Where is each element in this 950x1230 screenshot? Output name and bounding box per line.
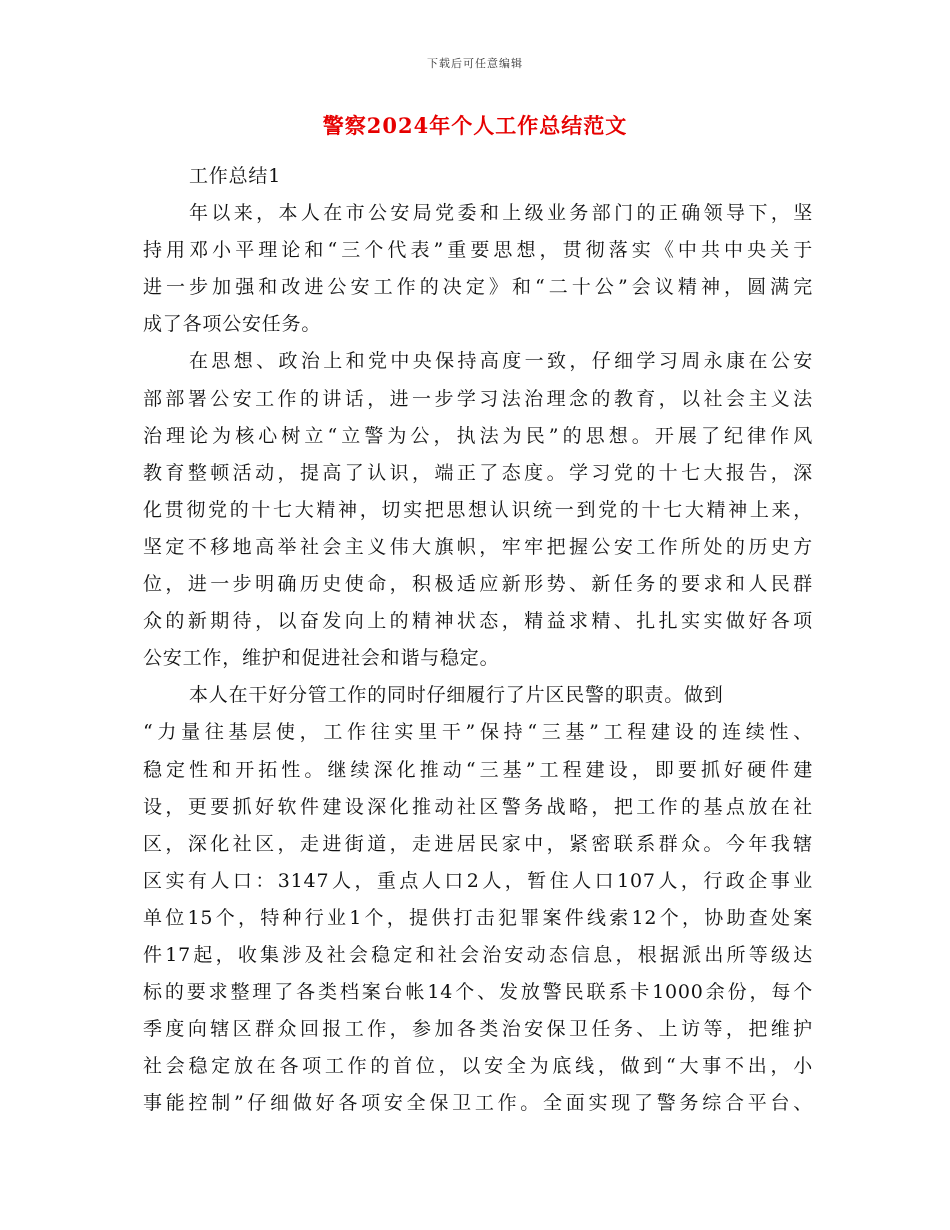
- paragraph-line: 众的新期待，以奋发向上的精神状态，精益求精、扎扎实实做好各项: [143, 610, 813, 633]
- document-title: 警察2024年个人工作总结范文: [322, 113, 628, 138]
- paragraph-line: 社会稳定放在各项工作的首位，以安全为底线，做到“大事不出，小: [143, 1055, 813, 1078]
- paragraph-line: 区实有人口：3147人，重点人口2人，暂住人口107人，行政企事业: [143, 869, 813, 892]
- paragraph-line: 年以来，本人在市公安局党委和上级业务部门的正确领导下，坚: [189, 202, 813, 225]
- paragraph-line: 成了各项公安任务。: [143, 313, 322, 336]
- paragraph-line: 标的要求整理了各类档案台帐14个、发放警民联系卡1000余份，每个: [143, 981, 813, 1004]
- paragraph-line: 区，深化社区，走进街道，走进居民家中，紧密联系群众。今年我辖: [143, 832, 813, 855]
- header-note: 下载后可任意编辑: [427, 57, 523, 70]
- paragraph-line: 件17起，收集涉及社会稳定和社会治安动态信息，根据派出所等级达: [143, 943, 813, 966]
- paragraph-line: 化贯彻党的十七大精神，切实把思想认识统一到党的十七大精神上来，: [143, 498, 813, 521]
- paragraph-line: 进一步加强和改进公安工作的决定》和“二十公”会议精神，圆满完: [143, 276, 813, 299]
- paragraph-line: 季度向辖区群众回报工作，参加各类治安保卫任务、上访等，把维护: [143, 1018, 813, 1041]
- document-body: [143, 158, 813, 1122]
- paragraph-line: 在思想、政治上和党中央保持高度一致，仔细学习周永康在公安: [189, 350, 813, 373]
- paragraph-line: 事能控制”仔细做好各项安全保卫工作。全面实现了警务综合平台、: [143, 1092, 813, 1115]
- paragraph-line: 设，更要抓好软件建设深化推动社区警务战略，把工作的基点放在社: [143, 795, 813, 818]
- paragraph-line: 单位15个，特种行业1个，提供打击犯罪案件线索12个，协助查处案: [143, 906, 813, 929]
- paragraph-line: 治理论为核心树立“立警为公，执法为民”的思想。开展了纪律作风: [143, 424, 813, 447]
- paragraph-line: 坚定不移地高举社会主义伟大旗帜，牢牢把握公安工作所处的历史方: [143, 535, 813, 558]
- paragraph-line: “力量往基层使，工作往实里干”保持“三基”工程建设的连续性、: [143, 721, 813, 744]
- paragraph-line: 位，进一步明确历史使命，积极适应新形势、新任务的要求和人民群: [143, 573, 813, 596]
- section-subheading: 工作总结1: [189, 165, 282, 187]
- paragraph-line: 持用邓小平理论和“三个代表”重要思想，贯彻落实《中共中央关于: [143, 239, 813, 262]
- paragraph-line: 公安工作，维护和促进社会和谐与稳定。: [143, 647, 500, 670]
- paragraph-line: 教育整顿活动，提高了认识，端正了态度。学习党的十七大报告，深: [143, 461, 813, 484]
- paragraph-line: 部部署公安工作的讲话，进一步学习法治理念的教育，以社会主义法: [143, 387, 813, 410]
- paragraph-line: 稳定性和开拓性。继续深化推动“三基”工程建设，即要抓好硬件建: [143, 758, 813, 781]
- paragraph-line: 本人在干好分管工作的同时仔细履行了片区民警的职责。做到: [189, 684, 724, 707]
